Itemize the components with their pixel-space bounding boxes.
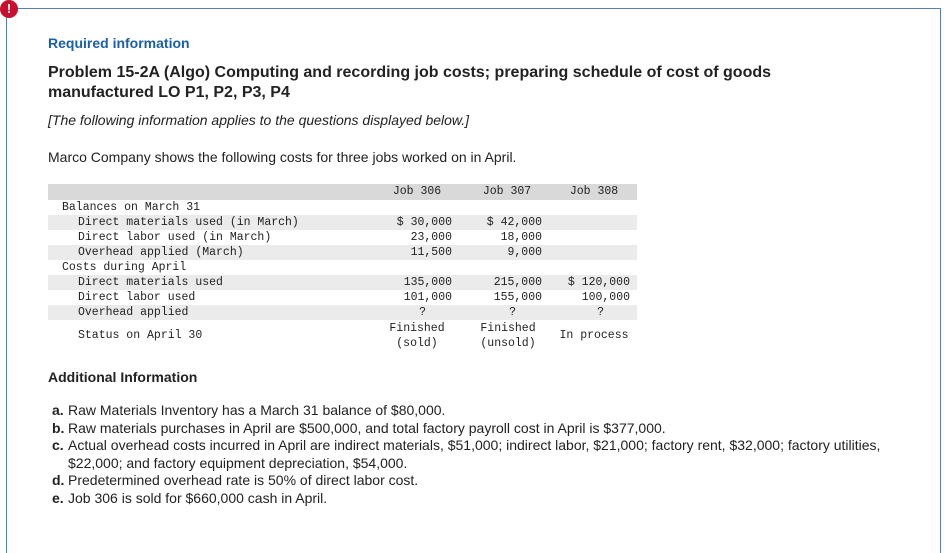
table-row: [48, 245, 637, 260]
row-label: Direct labor used (in March): [78, 231, 272, 244]
cell: 135,000: [403, 276, 452, 289]
item-text: Job 306 is sold for $660,000 cash in April.: [68, 489, 328, 506]
list-item: [52, 490, 902, 508]
required-info-heading: Required information: [48, 35, 190, 51]
section-label: Costs during April: [62, 261, 187, 274]
cell: 155,000: [493, 291, 542, 304]
status-job-307: Finished (unsold): [480, 322, 536, 350]
cell: ?: [509, 306, 516, 319]
table-row: [48, 215, 637, 230]
list-item: [52, 402, 902, 420]
item-key: e.: [52, 489, 64, 506]
table-row: [48, 230, 637, 245]
item-text: Predetermined overhead rate is 50% of direct labor cost.: [68, 472, 419, 488]
job-costs-table: [48, 184, 637, 352]
list-item: [52, 437, 902, 472]
problem-title: Problem 15-2A (Algo) Computing and recording job costs; preparing schedule of cost of goods manufactured LO P1, P2, P3, P4: [48, 64, 772, 101]
item-text: Raw Materials Inventory has a March 31 balance of $80,000.: [68, 402, 446, 418]
alert-icon: !: [0, 0, 18, 18]
item-text: Actual overhead costs incurred in April are indirect materials, $51,000; indirect labor, $21,000; factory rent, $32,000; factory utilities, $22,000; and factory equipment depreciation, $54,000.: [68, 437, 881, 471]
list-item: [52, 420, 902, 438]
item-key: c.: [52, 437, 64, 453]
section-row: [48, 260, 637, 275]
cell: 9,000: [507, 246, 542, 259]
col-header-job-306: Job 306: [392, 185, 442, 198]
table-header-row: [48, 184, 637, 200]
cell: 101,000: [403, 291, 452, 304]
list-item: [52, 472, 902, 490]
additional-info-heading: Additional Information: [48, 369, 198, 385]
table-row: [48, 305, 637, 320]
row-label: Direct materials used (in March): [78, 216, 299, 229]
cell: 23,000: [410, 231, 452, 244]
item-key: b.: [52, 419, 65, 436]
cell: 18,000: [500, 231, 542, 244]
item-key: a.: [52, 402, 64, 418]
item-key: d.: [52, 472, 65, 488]
item-text: Raw materials purchases in April are $500,000, and total factory payroll cost in April is $377,000.: [68, 419, 666, 436]
cell: 215,000: [493, 276, 542, 289]
status-row: [48, 320, 637, 352]
section-label: Balances on March 31: [62, 201, 201, 214]
cell: $ 42,000: [486, 216, 542, 229]
col-header-job-308: Job 308: [569, 185, 619, 198]
section-row: [48, 200, 637, 215]
row-label: Overhead applied (March): [78, 246, 244, 259]
row-label: Status on April 30: [78, 329, 203, 342]
cell: 100,000: [581, 291, 630, 304]
row-label: Direct labor used: [78, 291, 196, 304]
col-header-job-307: Job 307: [482, 185, 532, 198]
cell: $ 30,000: [396, 216, 452, 229]
intro-text: Marco Company shows the following costs for three jobs worked on in April.: [48, 149, 517, 165]
row-label: Overhead applied: [78, 306, 189, 319]
row-label: Direct materials used: [78, 276, 223, 289]
status-job-306: Finished (sold): [389, 322, 445, 350]
cell: ?: [419, 306, 426, 319]
cell: 11,500: [410, 246, 452, 259]
table-row: [48, 275, 637, 290]
table-row: [48, 290, 637, 305]
info-note: [The following information applies to the questions displayed below.]: [48, 112, 470, 128]
additional-info-list: [52, 402, 902, 507]
status-job-308: In process: [559, 329, 629, 342]
cell: ?: [597, 306, 604, 319]
cell: $ 120,000: [567, 276, 630, 289]
